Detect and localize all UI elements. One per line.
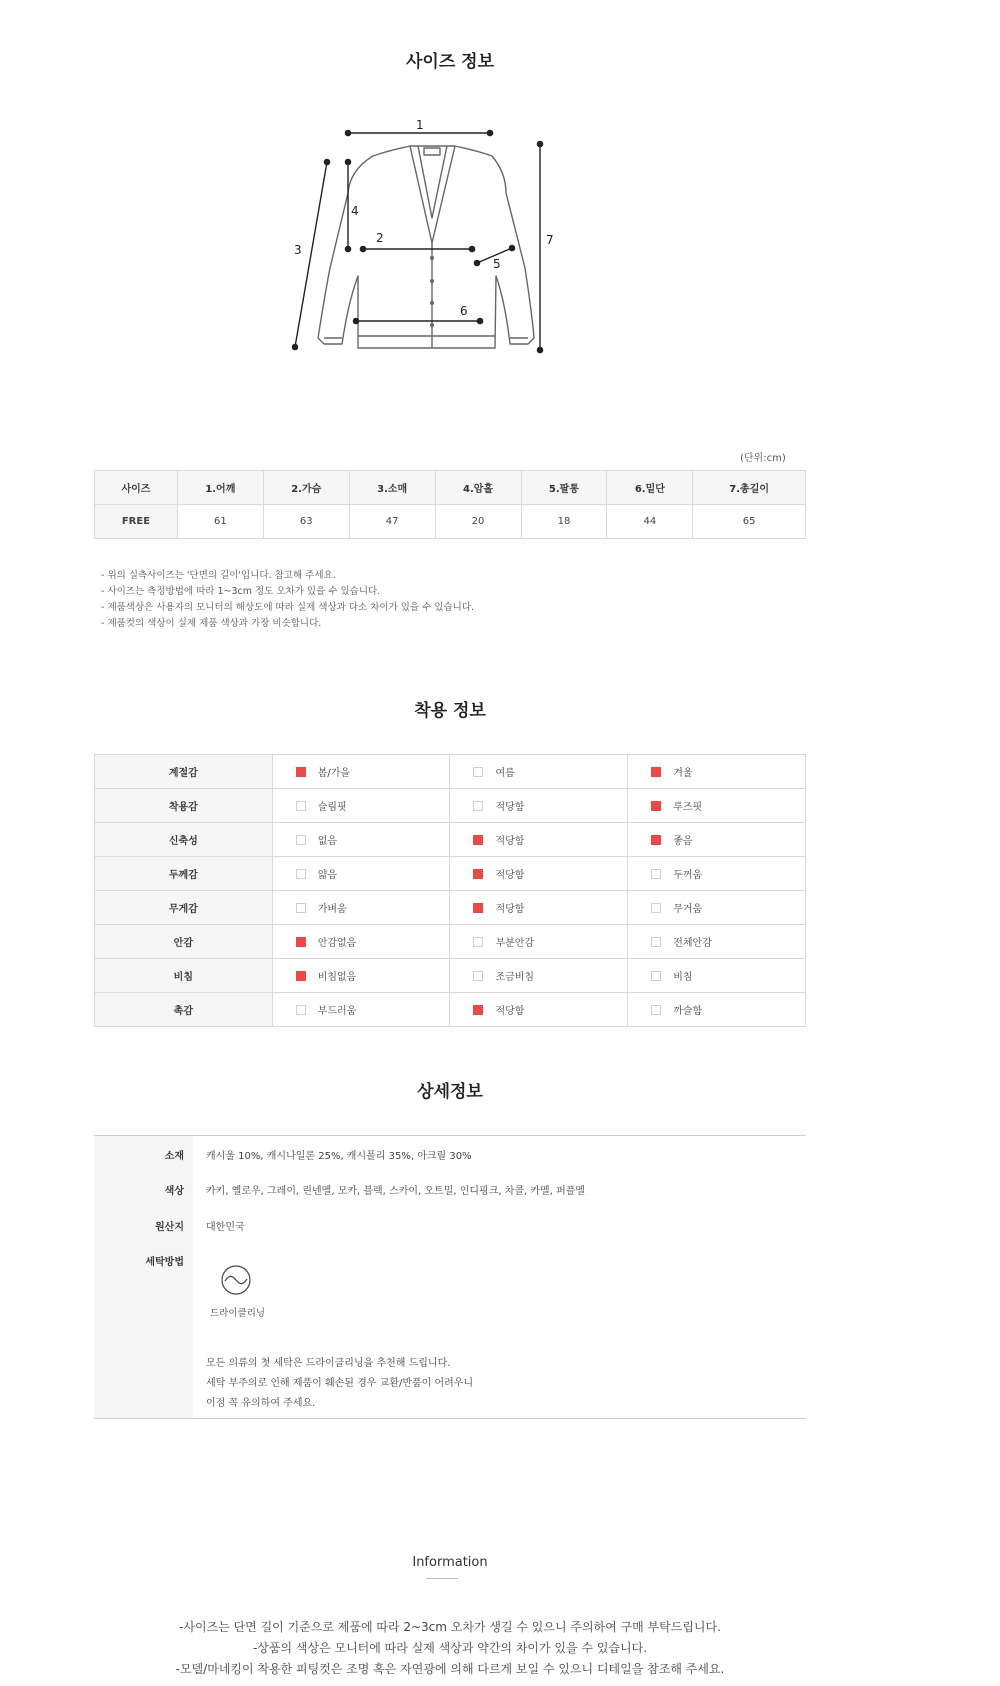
fit-option-label: 얇음 (317, 870, 338, 881)
fit-category: 안감 (95, 925, 273, 959)
dry-clean-label: 드라이클리닝 (210, 1308, 266, 1319)
unchecked-box-icon (473, 971, 483, 981)
fit-option (272, 755, 450, 789)
size-header-cell: 3.소매 (349, 471, 435, 505)
size-cell: FREE (95, 505, 178, 539)
size-note: - 위의 실측사이즈는 '단면의 길이'입니다. 참고해 주세요. (101, 570, 336, 581)
checked-box-icon (651, 801, 661, 811)
information-line: -상품의 색상은 모니터에 따라 실제 색상과 약간의 차이가 있을 수 있습니다. (252, 1641, 648, 1655)
fit-row (95, 823, 806, 857)
fit-option-label: 적당함 (495, 870, 525, 881)
checked-box-icon (296, 767, 306, 777)
color-value: 카키, 옐로우, 그레이, 린넨멜, 모카, 블랙, 스카이, 오트밀, 인디핑크, 차콜, 카멜, 퍼플멜 (206, 1186, 586, 1197)
information-line: -모델/마네킹이 착용한 피팅컷은 조명 혹은 자연광에 의해 다르게 보일 수 있으니 디테일을 참조해 주세요. (175, 1662, 725, 1676)
fit-option (450, 755, 628, 789)
fit-category: 촉감 (95, 993, 273, 1027)
fit-option (628, 993, 806, 1027)
unchecked-box-icon (651, 1005, 661, 1015)
color-label: 색상 (164, 1186, 184, 1197)
checked-box-icon (473, 869, 483, 879)
fit-option-label: 좋음 (673, 836, 693, 847)
fit-option (450, 857, 628, 891)
diagram-label-2: 2 (376, 231, 384, 245)
fit-option (628, 925, 806, 959)
fit-option (272, 959, 450, 993)
unchecked-box-icon (473, 937, 483, 947)
size-cell: 18 (521, 505, 607, 539)
fit-option (450, 891, 628, 925)
unchecked-box-icon (651, 971, 661, 981)
unchecked-box-icon (651, 937, 661, 947)
fit-row (95, 993, 806, 1027)
material-label: 소재 (164, 1151, 184, 1162)
diagram-label-1: 1 (416, 118, 424, 132)
fit-option (450, 789, 628, 823)
fit-option-label: 비침없음 (317, 972, 357, 983)
fit-option (628, 789, 806, 823)
origin-label: 원산지 (155, 1222, 184, 1233)
size-table (94, 470, 806, 539)
fit-option-label: 비침 (673, 972, 693, 983)
size-header-cell: 사이즈 (95, 471, 178, 505)
fit-option-label: 여름 (495, 768, 515, 779)
fit-row (95, 857, 806, 891)
fit-row (95, 789, 806, 823)
fit-option (272, 993, 450, 1027)
fit-option-label: 슬림핏 (317, 802, 347, 813)
size-note: - 제품색상은 사용자의 모니터의 해상도에 따라 실제 색상과 다소 차이가 있을 수 있습니다. (101, 602, 475, 613)
size-cell: 47 (349, 505, 435, 539)
detail-label-column (94, 1136, 193, 1418)
origin-value: 대한민국 (206, 1222, 245, 1233)
information-title: Information (412, 1555, 488, 1570)
fit-option (628, 891, 806, 925)
size-cell: 20 (435, 505, 521, 539)
size-notes (101, 568, 474, 632)
fit-category: 비침 (95, 959, 273, 993)
fit-option (450, 993, 628, 1027)
size-header-cell: 6.밑단 (607, 471, 693, 505)
size-table-row (95, 505, 806, 539)
wash-note-line: 모든 의류의 첫 세탁은 드라이클리닝을 추천해 드립니다. (206, 1358, 451, 1369)
diagram-label-7: 7 (546, 233, 554, 247)
information-divider (426, 1578, 458, 1579)
unchecked-box-icon (296, 1005, 306, 1015)
unit-label: (단위:cm) (740, 453, 786, 464)
fit-info-title: 착용 정보 (414, 701, 486, 721)
fit-option (272, 891, 450, 925)
fit-row (95, 891, 806, 925)
size-note: - 사이즈는 측정방법에 따라 1~3cm 정도 오차가 있을 수 있습니다. (101, 586, 381, 597)
unchecked-box-icon (473, 801, 483, 811)
size-header-cell: 4.암홀 (435, 471, 521, 505)
fit-category: 착용감 (95, 789, 273, 823)
wash-note-line: 세탁 부주의로 인해 제품이 훼손된 경우 교환/반품이 어려우니 (206, 1378, 474, 1389)
fit-option (272, 823, 450, 857)
fit-category: 신축성 (95, 823, 273, 857)
fit-option-label: 두꺼움 (673, 870, 703, 881)
unchecked-box-icon (651, 869, 661, 879)
fit-option-label: 부드러움 (317, 1006, 357, 1017)
fit-option (628, 823, 806, 857)
fit-table (94, 754, 806, 1027)
fit-option (628, 755, 806, 789)
fit-option (272, 789, 450, 823)
wash-notes (206, 1354, 473, 1414)
fit-option-label: 조금비침 (495, 972, 535, 983)
fit-row (95, 755, 806, 789)
fit-option (450, 959, 628, 993)
size-header-cell: 2.가슴 (263, 471, 349, 505)
fit-option (628, 959, 806, 993)
unchecked-box-icon (296, 903, 306, 913)
material-value: 캐시울 10%, 캐시나일론 25%, 캐시폴리 35%, 아크릴 30% (206, 1151, 472, 1162)
checked-box-icon (473, 835, 483, 845)
fit-option (450, 925, 628, 959)
diagram-label-4: 4 (351, 204, 359, 218)
fit-option-label: 안감없음 (317, 938, 357, 949)
unchecked-box-icon (296, 835, 306, 845)
fit-option-label: 봄/가을 (317, 768, 351, 779)
fit-option-label: 적당함 (495, 802, 525, 813)
fit-option-label: 적당함 (495, 836, 525, 847)
fit-row (95, 925, 806, 959)
fit-category: 두께감 (95, 857, 273, 891)
fit-option-label: 무거움 (673, 904, 703, 915)
fit-option-label: 적당함 (495, 904, 525, 915)
checked-box-icon (296, 937, 306, 947)
information-line: -사이즈는 단면 길이 기준으로 제품에 따라 2~3cm 오차가 생길 수 있으니 주의하여 구매 부탁드립니다. (179, 1620, 721, 1634)
detail-table (94, 1135, 806, 1419)
fit-option (450, 823, 628, 857)
wash-label: 세탁방법 (145, 1257, 184, 1268)
fit-row (95, 959, 806, 993)
unchecked-box-icon (296, 801, 306, 811)
checked-box-icon (473, 1005, 483, 1015)
fit-option-label: 겨울 (673, 768, 693, 779)
unchecked-box-icon (651, 903, 661, 913)
size-table-header-row (95, 471, 806, 505)
size-header-cell: 5.팔통 (521, 471, 607, 505)
fit-option (272, 857, 450, 891)
diagram-label-6: 6 (460, 304, 468, 318)
fit-option-label: 전체안감 (673, 938, 712, 949)
checked-box-icon (651, 767, 661, 777)
size-cell: 44 (607, 505, 693, 539)
size-info-title: 사이즈 정보 (405, 52, 495, 72)
dry-clean-icon (220, 1264, 252, 1296)
fit-option (272, 925, 450, 959)
fit-option-label: 부분안감 (495, 938, 535, 949)
information-text (0, 1617, 900, 1680)
fit-option-label: 루즈핏 (673, 802, 703, 813)
detail-title: 상세정보 (417, 1082, 483, 1102)
fit-option-label: 없음 (317, 836, 338, 847)
checked-box-icon (296, 971, 306, 981)
size-cell: 65 (693, 505, 806, 539)
size-header-cell: 1.어깨 (177, 471, 263, 505)
unchecked-box-icon (473, 767, 483, 777)
fit-option (628, 857, 806, 891)
diagram-label-5: 5 (493, 257, 501, 271)
cardigan-measurement-diagram (280, 118, 620, 396)
fit-category: 무게감 (95, 891, 273, 925)
size-header-cell: 7.총길이 (693, 471, 806, 505)
fit-category: 계절감 (95, 755, 273, 789)
fit-option-label: 적당함 (495, 1006, 525, 1017)
fit-option-label: 가벼움 (317, 904, 347, 915)
size-cell: 61 (177, 505, 263, 539)
diagram-label-3: 3 (294, 243, 302, 257)
checked-box-icon (651, 835, 661, 845)
wash-note-line: 이점 꼭 유의하여 주세요. (206, 1398, 316, 1409)
size-note: - 제품컷의 색상이 실제 제품 색상과 가장 비슷합니다. (101, 618, 322, 629)
checked-box-icon (473, 903, 483, 913)
fit-option-label: 까슬함 (673, 1006, 703, 1017)
unchecked-box-icon (296, 869, 306, 879)
size-cell: 63 (263, 505, 349, 539)
